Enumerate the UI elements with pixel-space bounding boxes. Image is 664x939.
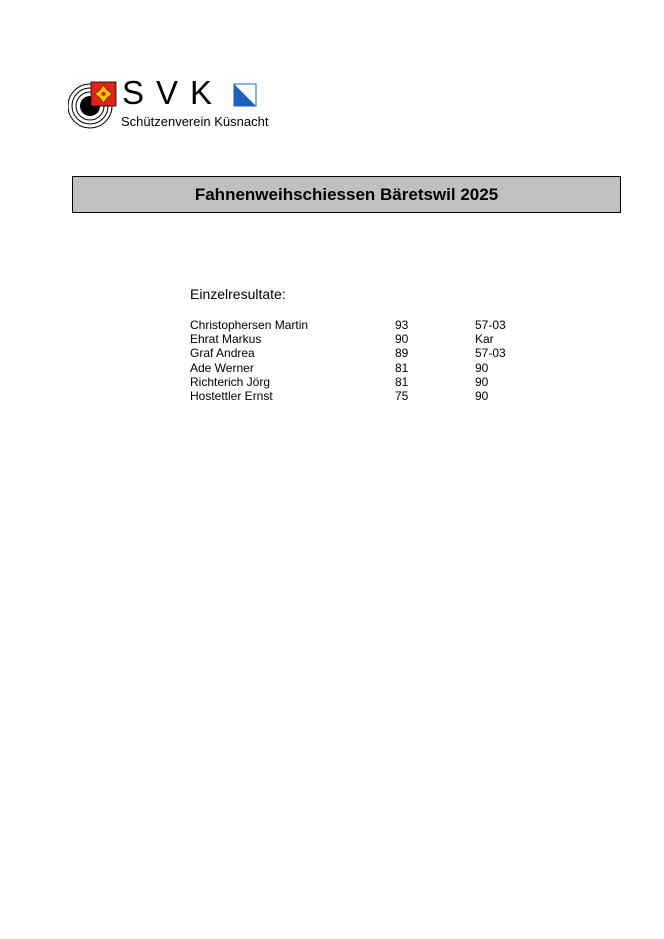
result-score: 81 [395, 360, 409, 375]
result-name: Ade Werner [190, 360, 254, 375]
results-table [190, 318, 530, 403]
result-row [190, 346, 530, 360]
result-row [190, 361, 530, 375]
result-row [190, 318, 530, 332]
result-name: Christophersen Martin [190, 318, 309, 332]
result-weapon: 90 [475, 388, 489, 403]
result-weapon: 90 [475, 360, 489, 375]
result-score: 75 [395, 388, 409, 403]
result-score: 81 [395, 374, 409, 389]
zurich-flag-icon [234, 84, 256, 106]
result-name: Ehrat Markus [190, 332, 262, 347]
result-score: 93 [395, 318, 409, 332]
club-name: Schützenverein Küsnacht [121, 114, 269, 129]
title-banner [72, 176, 621, 213]
page-title: Fahnenweihschiessen Bäretswil 2025 [194, 184, 499, 204]
result-weapon: 57-03 [475, 318, 506, 332]
result-weapon: Kar [475, 332, 494, 347]
logo-letters: SVK [122, 74, 225, 111]
result-name: Richterich Jörg [190, 374, 271, 389]
result-row [190, 332, 530, 346]
result-score: 90 [395, 332, 409, 347]
result-score: 89 [395, 346, 409, 361]
result-weapon: 57-03 [475, 346, 506, 361]
result-row [190, 389, 530, 403]
kuesnacht-coat-of-arms-icon [91, 82, 116, 106]
result-weapon: 90 [475, 374, 489, 389]
result-name: Hostettler Ernst [190, 388, 273, 403]
result-row [190, 375, 530, 389]
section-label: Einzelresultate: [190, 286, 286, 302]
result-name: Graf Andrea [190, 346, 255, 361]
